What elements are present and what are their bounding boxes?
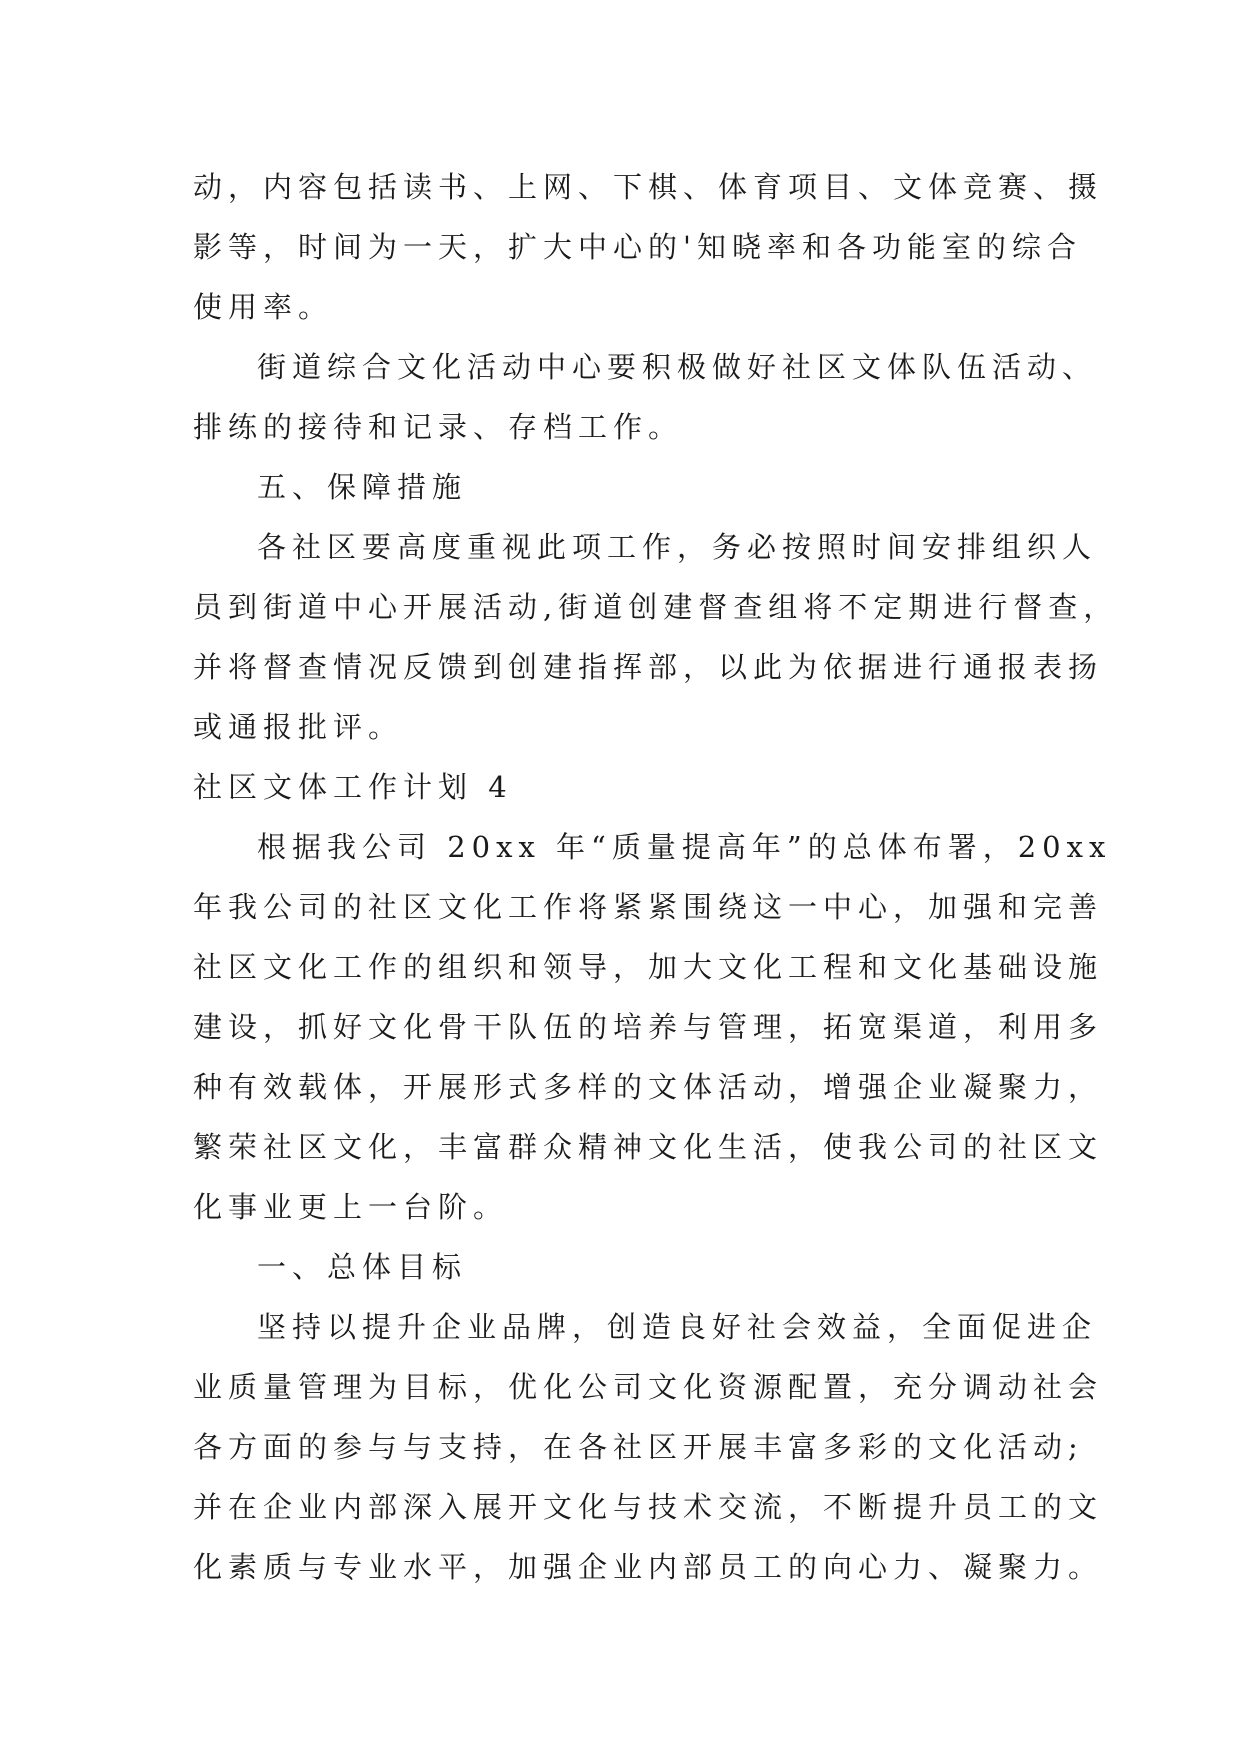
text-line: 并在企业内部深入展开文化与技术交流，不断提升员工的文 — [193, 1490, 1104, 1524]
text-line: 化素质与专业水平，加强企业内部员工的向心力、凝聚力。 — [193, 1550, 1104, 1584]
text-line: 繁荣社区文化，丰富群众精神文化生活，使我公司的社区文 — [193, 1130, 1104, 1164]
text-line: 各方面的参与与支持，在各社区开展丰富多彩的文化活动; — [193, 1430, 1084, 1464]
section-heading: 五、保障措施 — [257, 470, 468, 504]
document-title: 社区文体工作计划 4 — [193, 770, 513, 804]
text-line: 各社区要高度重视此项工作，务必按照时间安排组织人 — [257, 530, 1098, 564]
text-line: 使用率。 — [193, 290, 334, 324]
text-line: 业质量管理为目标，优化公司文化资源配置，充分调动社会 — [193, 1370, 1104, 1404]
text-line: 排练的接待和记录、存档工作。 — [193, 410, 684, 444]
text-line: 根据我公司 20xx 年“质量提高年”的总体布署，20xx — [257, 830, 1112, 864]
text-line: 街道综合文化活动中心要积极做好社区文体队伍活动、 — [257, 350, 1098, 384]
text-line: 动，内容包括读书、上网、下棋、体育项目、文体竞赛、摄 — [193, 170, 1104, 204]
text-line: 年我公司的社区文化工作将紧紧围绕这一中心，加强和完善 — [193, 890, 1104, 924]
text-line: 并将督查情况反馈到创建指挥部，以此为依据进行通报表扬 — [193, 650, 1104, 684]
section-heading: 一、总体目标 — [257, 1250, 468, 1284]
text-line: 坚持以提升企业品牌，创造良好社会效益，全面促进企 — [257, 1310, 1098, 1344]
text-line: 影等，时间为一天，扩大中心的'知晓率和各功能室的综合 — [193, 230, 1082, 264]
text-line: 种有效载体，开展形式多样的文体活动，增强企业凝聚力， — [193, 1070, 1104, 1104]
text-line: 或通报批评。 — [193, 710, 404, 744]
text-line: 员到街道中心开展活动,街道创建督查组将不定期进行督查， — [193, 590, 1119, 624]
document-body — [193, 157, 1119, 1597]
text-line: 建设，抓好文化骨干队伍的培养与管理，拓宽渠道，利用多 — [193, 1010, 1104, 1044]
text-line: 化事业更上一台阶。 — [193, 1190, 509, 1224]
text-line: 社区文化工作的组织和领导，加大文化工程和文化基础设施 — [193, 950, 1104, 984]
